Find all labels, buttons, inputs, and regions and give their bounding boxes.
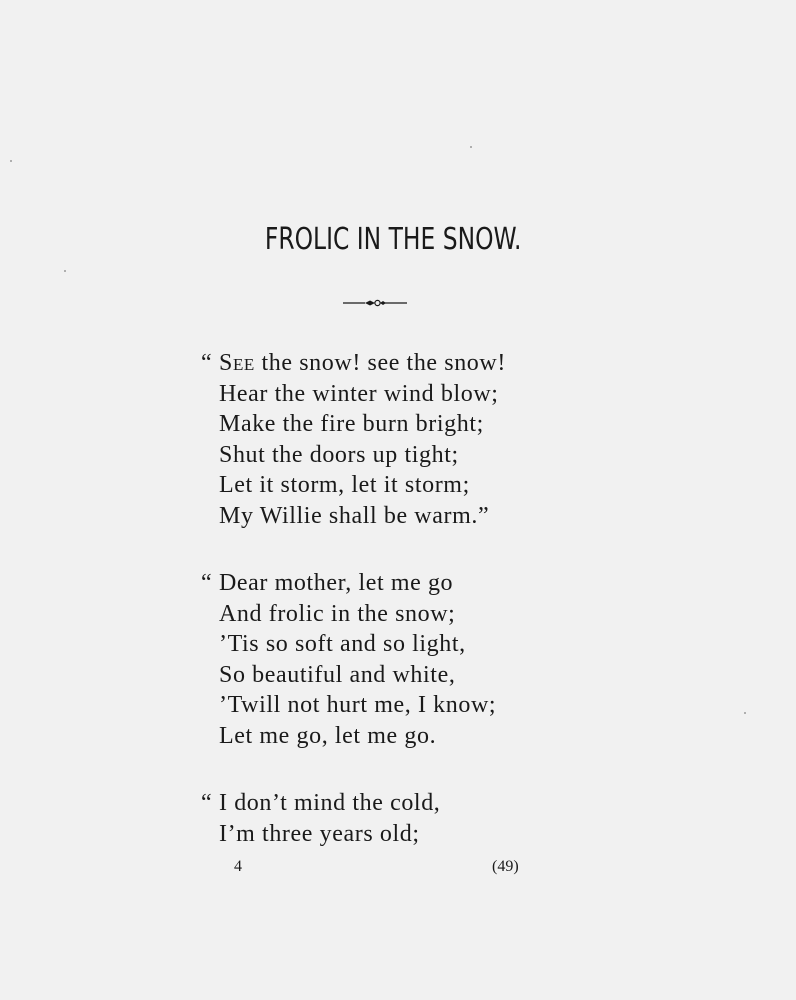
open-quote: “: [201, 570, 213, 596]
stanza-2: [201, 568, 496, 751]
poem-line: [201, 568, 496, 599]
poem-line: [201, 501, 506, 532]
line-text: My Willie shall be warm.”: [219, 502, 490, 529]
ornament-rule: [343, 296, 407, 310]
line-text: Dear mother, let me go: [219, 570, 454, 596]
line-text: ’Tis so soft and so light,: [219, 631, 466, 657]
paper-speck: [10, 160, 12, 162]
line-text: Make the fire burn bright;: [219, 411, 484, 437]
poem-line: [201, 470, 506, 501]
poem-title: FROLIC IN THE SNOW.: [264, 222, 522, 257]
poem-line: [201, 379, 506, 410]
line-text: And frolic in the snow;: [219, 600, 456, 627]
line-text: the snow! see the snow!: [254, 350, 506, 376]
line-text: I don’t mind the cold,: [219, 790, 441, 816]
page-number: (49): [492, 858, 519, 875]
line-text: I’m three years old;: [219, 820, 420, 847]
stanza-1: [201, 348, 506, 531]
poem-line: [201, 629, 496, 660]
line-text: Let it storm, let it storm;: [219, 472, 470, 498]
signature-mark: 4: [234, 858, 242, 875]
line-text: So beautiful and white,: [219, 661, 456, 688]
poem-line: [201, 599, 496, 630]
stanza-3: [201, 788, 440, 849]
paper-speck: [64, 270, 66, 272]
line-text: Shut the doors up tight;: [219, 441, 459, 468]
poem-line: [201, 788, 440, 819]
line-text: ’Twill not hurt me, I know;: [219, 692, 497, 718]
poem-line: [201, 721, 496, 752]
line-text: Hear the winter wind blow;: [219, 380, 499, 407]
poem-line: [201, 690, 496, 721]
poem-line: [201, 819, 440, 850]
open-quote: “: [201, 790, 213, 816]
poem-line: [201, 348, 506, 379]
poem-line: [201, 409, 506, 440]
paper-speck: [470, 146, 472, 148]
poem-line: [201, 660, 496, 691]
poem-line: [201, 440, 506, 471]
open-quote: “: [201, 350, 213, 376]
first-word-small-caps: See: [219, 350, 255, 376]
paper-speck: [744, 712, 746, 714]
line-text: Let me go, let me go.: [219, 722, 437, 749]
